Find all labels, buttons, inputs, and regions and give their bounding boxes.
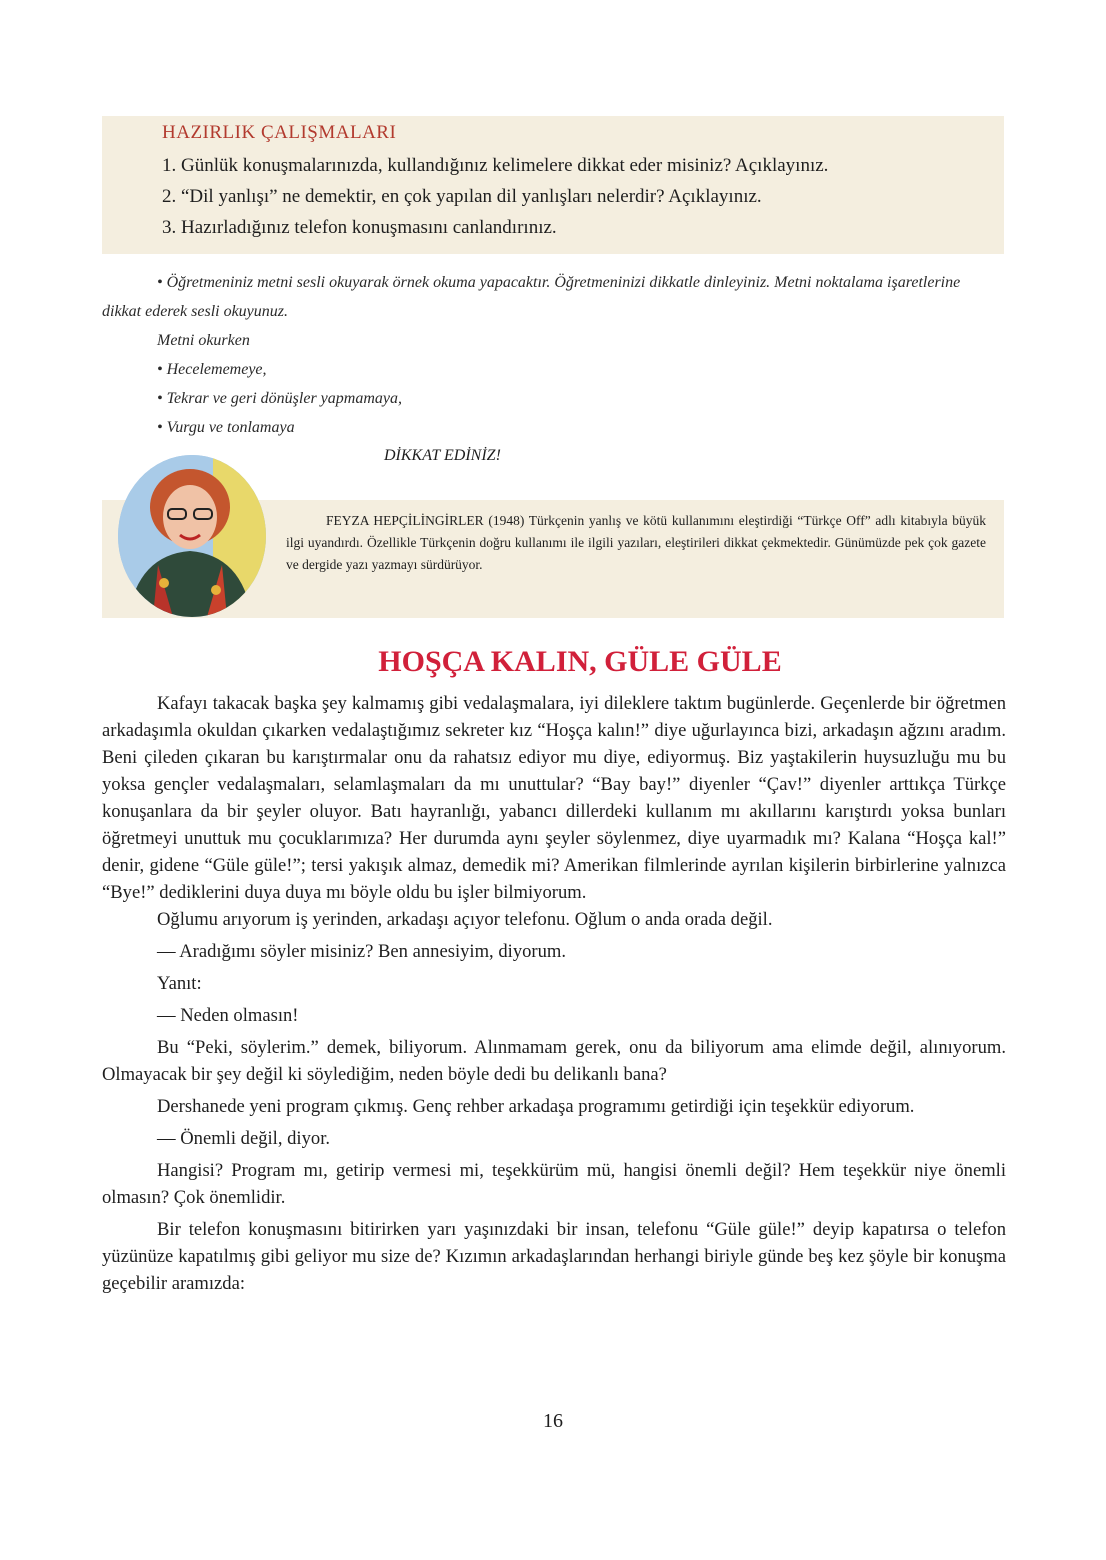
author-photo — [118, 455, 266, 617]
story-paragraph: Kafayı takacak başka şey kalmamış gibi vedalaşmalara, iyi dileklere taktım bugünlerde. Geçenlerde bir öğretmen arkadaşımla okuldan çıkarken vedalaştığımız sekreter kız “Hoşça kalın!” diye uğurlayınca bizi, arkadaşın ağzını aradım. Beni çileden çıkaran bu karıştırmalar onu da rahatsız ediyor mu diye, ediyormuş. Biz yaştakilerin huysuzluğu mu bu yoksa gençler vedalaşmaları, selamlaşmaları da mı unuttular? “Bay bay!” diyenler “Çav!” diyenler arttıkça Türkçe konuşanlara da bir şeyler oluyor. Batı hayranlığı, yabancı dillerdeki kullanım mı akıllarını karıştırdı yoksa bunları öğretmeyi unuttuk mu çocuklarımıza? Her durumda aynı şeyler söylenmez, diye uyarmadık mı? Kalana “Hoşça kal!” denir, gidene “Güle güle!”; tersi yakışık almaz, demedik mi? Amerikan filmlerinde ayrılan kişilerin birbirlerine yalnızca “Bye!” dediklerini duya duya mı böyle oldu bu işler bilmiyorum. — [102, 693, 1006, 903]
preparation-list — [162, 150, 1004, 243]
story-paragraph: Oğlumu arıyorum iş yerinden, arkadaşı açıyor telefonu. Oğlum o anda orada değil. — [157, 909, 773, 930]
story-paragraph: Yanıt: — [157, 973, 202, 994]
while-reading-label: Metni okurken — [157, 332, 250, 349]
attention-note: DİKKAT EDİNİZ! — [384, 447, 501, 464]
instruction-bullet: • Tekrar ve geri dönüşler yapmamaya, — [157, 390, 402, 407]
reading-instructions — [102, 268, 982, 442]
preparation-item: 2. “Dil yanlışı” ne demektir, en çok yapılan dil yanlışları nelerdir? Açıklayınız. — [162, 186, 762, 207]
story-paragraph: Bu “Peki, söylerim.” demek, biliyorum. Alınmamam gerek, onu da biliyorum ama elimde değil, alınıyorum. Olmayacak bir şey değil ki söylediğim, neden böyle dedi bu delikanlı bana? — [102, 1037, 1006, 1085]
instruction-bullet: • Vurgu ve tonlamaya — [157, 419, 295, 436]
preparation-box — [102, 116, 1004, 254]
author-bio: FEYZA HEPÇİLİNGİRLER (1948) Türkçenin yanlış ve kötü kullanımını eleştirdiği “Türkçe Off” adlı kitabıyla büyük ilgi uyandırdı. Özellikle Türkçenin doğru kullanımı ile ilgili yazıları, eleştirileri dikkat çekmektedir. Günümüzde pek çok gazete ve dergide yazı yazmayı sürdürüyor. — [286, 513, 986, 572]
page-number: 16 — [543, 1410, 563, 1432]
preparation-item: 1. Günlük konuşmalarınızda, kullandığınız kelimelere dikkat eder misiniz? Açıklayınız. — [162, 155, 829, 176]
author-portrait-illustration — [118, 455, 266, 617]
preparation-title: HAZIRLIK ÇALIŞMALARI — [162, 122, 397, 143]
story-paragraph: Bir telefon konuşmasını bitirirken yarı yaşınızdaki bir insan, telefonu “Güle güle!” deyip kapatırsa o telefon yüzünüze kapatılmış gibi geliyor mu size de? Kızımın arkadaşlarından herhangi biriyle günde beş kez şöyle bir konuşma geçebilir aramızda: — [102, 1219, 1006, 1294]
instruction-bullet: • Hecelememeye, — [157, 361, 267, 378]
story-paragraph: Dershanede yeni program çıkmış. Genç rehber arkadaşa programımı getirdiği için teşekkür ediyorum. — [157, 1096, 915, 1117]
story-paragraph: — Aradığımı söyler misiniz? Ben annesiyim, diyorum. — [157, 941, 567, 962]
story-body — [102, 690, 1006, 1302]
story-paragraph: — Önemli değil, diyor. — [157, 1128, 331, 1149]
story-paragraph: Hangisi? Program mı, getirip vermesi mi, teşekkürüm mü, hangisi önemli değil? Hem teşekkür niye önemli olmasın? Çok önemlidir. — [102, 1160, 1006, 1208]
instruction-intro: • Öğretmeniniz metni sesli okuyarak örnek okuma yapacaktır. Öğretmeninizi dikkatle dinleyiniz. Metni noktalama işaretlerine dikkat ederek sesli okuyunuz. — [102, 274, 961, 320]
story-title: HOŞÇA KALIN, GÜLE GÜLE — [378, 645, 782, 678]
preparation-item: 3. Hazırladığınız telefon konuşmasını canlandırınız. — [162, 217, 557, 238]
story-paragraph: — Neden olmasın! — [157, 1005, 299, 1026]
